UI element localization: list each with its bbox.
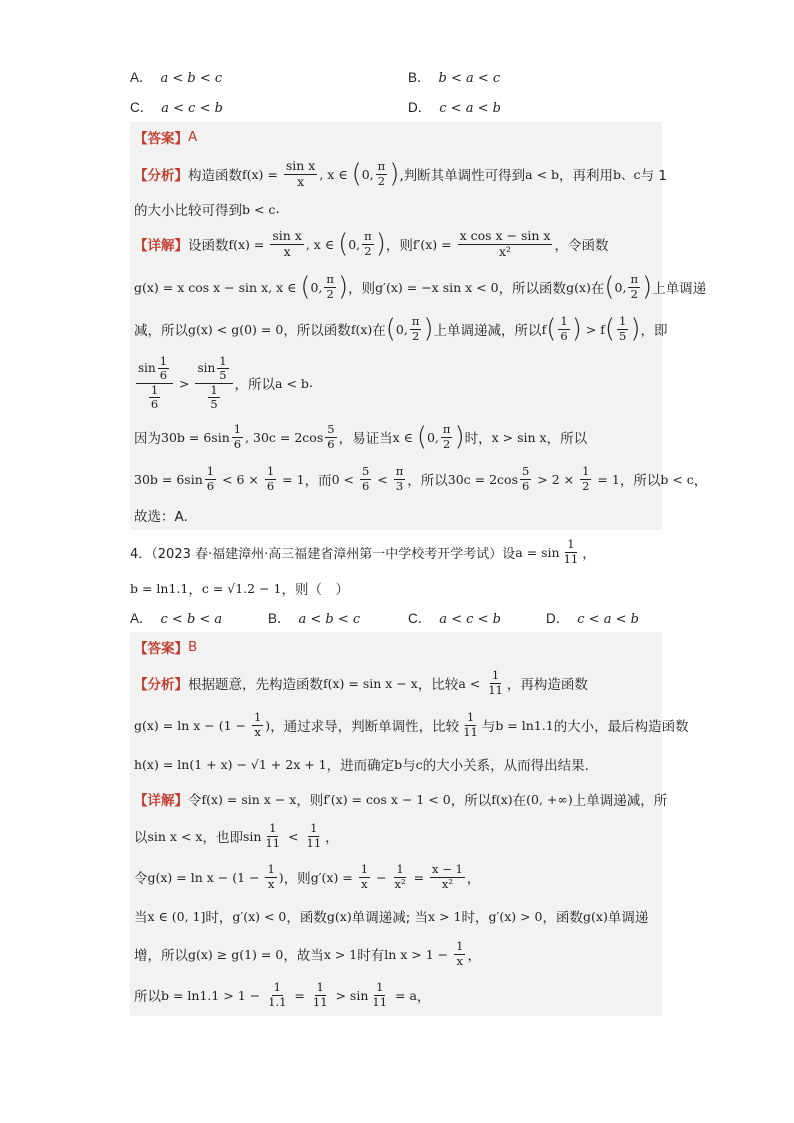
q4-analysis-line1: 【分析】 根据题意，先构造函数 f(x) = sin x − x ，比较 a < $\frac{1}{11}$ ，再构造函数 xyxy=(134,668,588,697)
frac-sinx-over-x: $\frac{\text{sin x}}{x}$ xyxy=(285,158,316,189)
q4-option-c[interactable]: C． a < c < b xyxy=(408,611,501,627)
q3-solution-block xyxy=(130,122,708,530)
q4-detail-line2: 以 sin x < x ，也即 sin $\frac{1}{11}$ < $\frac{1}{11}$ ， xyxy=(134,821,339,850)
q4-stem-line1: 4．（2023 春·福建漳州·高三福建省漳州第一中学校考开学考试）设 a = sin $\frac{1}{11}$ ， xyxy=(130,537,596,566)
q3-option-a[interactable]: A． a < b < c xyxy=(130,70,223,86)
q3-option-b[interactable]: B． b < a < c xyxy=(408,70,501,86)
q4-detail-line1: 【详解】 令 f(x) = sin x − x ，则 f′(x) = cos x − 1 < 0 ，所以 f(x) 在 (0, +∞) 上单调递减，所 xyxy=(134,791,668,809)
q3-choose: 故选：A. xyxy=(134,509,188,525)
q3-detail-line2: g(x) = x cos x − sin x, x ∈ ( 0, $\frac{\pi}{2}$ ) ，则 g′(x) = −x sin x < 0 ，所以函数 g(x) 在 ( 0, $\frac{\pi}{2}$ ) 上单调递 xyxy=(134,272,707,302)
frac-sin-1-5-over-1-5: sin $\frac{1}{5}$ $\frac{1}{5}$ xyxy=(195,355,232,411)
q3-analysis-line2: 的大小比较可得到 b < c . xyxy=(134,201,280,219)
q4-option-b[interactable]: B． a < b < c xyxy=(268,611,361,627)
q4-detail-line4: 当 x ∈ (0, 1] 时， g′(x) < 0 ，函数 g(x) 单调递减; 当 x > 1 时， g′(x) > 0 ，函数 g(x) 单调递 xyxy=(134,908,649,926)
document-page xyxy=(130,62,708,1016)
q3-detail-line3: 减，所以 g(x) < g(0) = 0 ，所以函数 f(x) 在 ( 0, $\frac{\pi}{2}$ ) 上单调递减，所以 f ( $\frac{1}{6}$ ) > f ( $\frac{1}{5}$ ) ，即 xyxy=(134,314,668,344)
q4-answer: 【答案】 B xyxy=(134,639,198,657)
q3-answer: 【答案】 A xyxy=(134,129,198,147)
q4-analysis-line2: g(x) = ln x − (1 − $\frac{1}{x}$ ) ，通过求导，判断单调性，比较 $\frac{1}{11}$ 与 b = ln1.1 的大小，最后构造函数 xyxy=(134,710,689,739)
q4-detail-line3: 令 g(x) = ln x − (1 − $\frac{1}{x}$ ) ，则 g′(x) = $\frac{1}{x}$ − $\frac{1}{\text{x²}}$ = $\frac{x - 1}{\text{x²}}$ ， xyxy=(134,862,481,891)
q3-detail-line5: 因为 30b = 6sin $\frac{1}{6}$ , 30c = 2cos $\frac{5}{6}$ ，易证当 x ∈ ( 0, $\frac{\pi}{2}$ ) 时， x > sin x ，所以 xyxy=(134,422,588,452)
q3-detail-line4: sin $\frac{1}{6}$ $\frac{1}{6}$ > sin $\frac{1}{5}$ $\frac{1}{5}$ ，所以 a < b . xyxy=(138,354,314,411)
q4-analysis-line3: h(x) = ln(1 + x) − √1 + 2x + 1 ，进而确定 b 与 c 的大小关系，从而得出结果. xyxy=(134,756,589,774)
q4-stem-line2: b = ln1.1 ， c = √1.2 − 1 ，则（ ） xyxy=(130,580,349,598)
q3-option-c[interactable]: C． a < c < b xyxy=(130,100,223,116)
q3-options-row-2 xyxy=(130,90,662,122)
q4-option-d[interactable]: D． c < a < b xyxy=(546,611,639,627)
q3-option-d[interactable]: D． c < a < b xyxy=(408,100,501,116)
q4-options-row xyxy=(130,602,662,632)
q4-detail-line5: 增，所以 g(x) ≥ g(1) = 0 ，故当 x > 1 时有 ln x > 1 − $\frac{1}{x}$ ， xyxy=(134,939,481,968)
q3-analysis-line1: 【分析】 构造函数 f(x) = $\frac{\text{sin x}}{x}$ , x ∈ ( 0, $\frac{\pi}{2}$ ) ,判断其单调性可得到 a < b ，再利用 b、c 与 1 xyxy=(134,158,667,189)
q3-options-row-1 xyxy=(130,62,662,90)
q3-detail-line6: 30b = 6sin $\frac{1}{6}$ < 6 × $\frac{1}{6}$ = 1 ，而 0 < $\frac{5}{6}$ < $\frac{\pi}{3}$ ，所以 30c = 2cos $\frac{5}{6}$ > 2 × $\frac{1}{2}$ = 1 ，所以 b < c ， xyxy=(134,464,708,493)
q4-detail-line6: 所以 b = ln1.1 > 1 − $\frac{1}{1.1}$ = $\frac{1}{11}$ > sin $\frac{1}{11}$ = a ， xyxy=(134,980,431,1009)
frac-pi-over-2: $\frac{\pi}{2}$ xyxy=(377,159,386,188)
q3-detail-line1: 【详解】 设函数 f(x) = $\frac{\text{sin x}}{x}$ , x ∈ ( 0, $\frac{\pi}{2}$ ) ，则 f′(x) = $\frac{\text{x cos x − sin x}}{\text{x²}}$ ，令函数 xyxy=(134,228,609,259)
q4-option-a[interactable]: A． c < b < a xyxy=(130,611,223,627)
frac-sin-1-6-over-1-6: sin $\frac{1}{6}$ $\frac{1}{6}$ xyxy=(136,355,173,411)
q4-solution-block xyxy=(130,632,689,1016)
